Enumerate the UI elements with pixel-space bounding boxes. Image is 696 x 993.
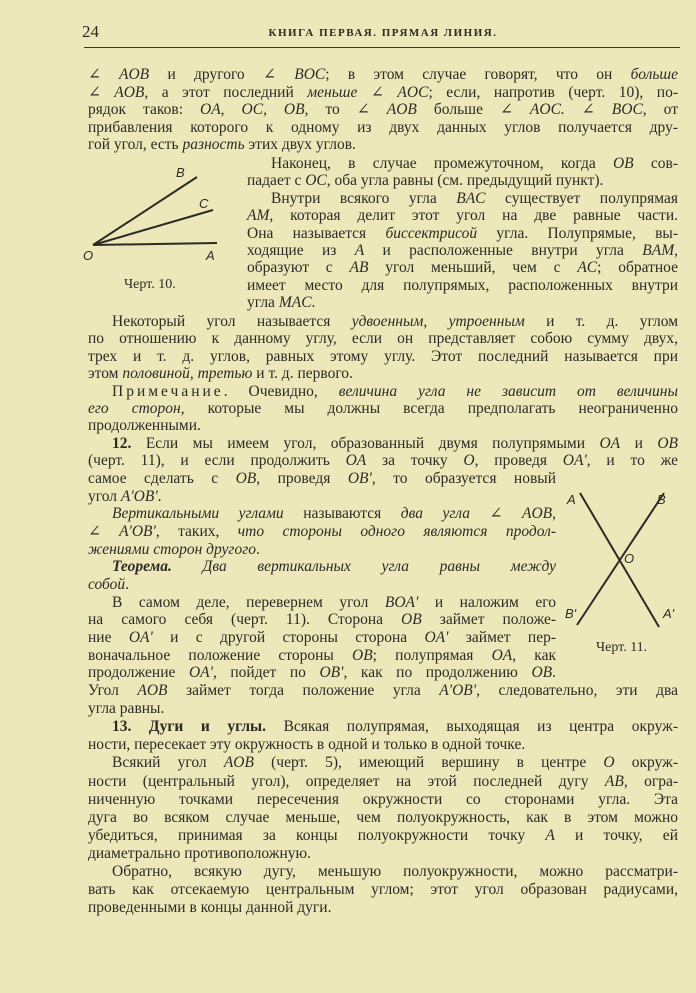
- label-b: B: [176, 165, 185, 180]
- emphasized-text: ∠ AOB: [356, 101, 417, 118]
- emphasized-text: BAM: [642, 242, 675, 259]
- text-run: существует полупрямая: [485, 189, 678, 207]
- text-run: займет положе-: [421, 611, 556, 629]
- text-run: угол меньший, чем с: [368, 259, 578, 277]
- text-run: , и то же: [586, 452, 678, 470]
- text-run: и другого: [149, 66, 263, 83]
- emphasized-text: OC: [305, 172, 327, 190]
- text-run: ; полупрямая: [372, 646, 492, 664]
- text-run: , как по продолжению: [343, 664, 532, 682]
- emphasized-text: ∠ AOC. ∠ BOC: [499, 101, 643, 118]
- emphasized-text: Два вертикальных угла равны между: [202, 558, 556, 576]
- emphasized-text: больше: [630, 66, 678, 83]
- emphasized-text: Теорема.: [112, 558, 172, 576]
- label-a: A: [567, 492, 576, 507]
- emphasized-text: A'OB': [120, 487, 158, 505]
- emphasized-text: третью: [197, 365, 253, 383]
- emphasized-text: ∠ AOB: [88, 66, 150, 83]
- text-run: , огра-: [623, 772, 678, 790]
- text-run: Обратно, всякую дугу, меньшую полуокружности, можно рассматри-: [112, 863, 678, 880]
- emphasized-text: AOB: [223, 754, 254, 772]
- emphasized-text: его сторон: [88, 400, 181, 417]
- emphasized-text: OB: [235, 470, 257, 487]
- text-run: .: [311, 294, 316, 312]
- text-run: , а этот последний: [144, 83, 308, 101]
- emphasized-text: O: [463, 452, 475, 470]
- text-run: и с другой стороны сторона: [152, 628, 425, 646]
- text-run: .: [552, 664, 556, 682]
- text-run: ние: [88, 628, 129, 646]
- emphasized-text: BAC: [456, 189, 486, 207]
- emphasized-text: собой: [88, 575, 126, 593]
- text-run: продолжение: [88, 664, 189, 682]
- emphasized-text: OB: [531, 664, 553, 682]
- text-run: вать как отсекаемую центральным углом; этот угол образован радиусами,: [88, 881, 678, 899]
- emphasized-text: биссектрисой: [385, 224, 478, 242]
- emphasized-text: ∠ AOB: [489, 505, 553, 523]
- text-run: ниченную точками пересечения окружности со сторонами угла. Эта: [88, 790, 678, 808]
- emphasized-text: меньше: [307, 83, 358, 101]
- text-run: угол: [88, 487, 121, 505]
- text-run: , таких,: [155, 522, 238, 540]
- text-run: самое сделать с: [88, 470, 236, 487]
- emphasized-text: 12.: [112, 434, 132, 452]
- text-run: имеет место для полупрямых, расположенных внутри: [247, 276, 678, 294]
- text-run: , то образуется новый: [371, 470, 556, 487]
- text-run: Некоторый угол называется: [112, 313, 352, 330]
- text-run: угла равны.: [88, 700, 165, 718]
- emphasized-text: ∠ AOB: [88, 83, 145, 101]
- label-b-prime: B': [565, 606, 577, 621]
- label-o: O: [624, 551, 635, 566]
- text-run: , проведя: [256, 470, 348, 487]
- text-run: , то: [304, 101, 357, 118]
- text-run: (черт. 5), имеющий вершину в центре: [253, 754, 604, 772]
- text-run: Наконец, в случае промежуточном, когда: [271, 155, 613, 172]
- text-run: ,: [189, 365, 198, 383]
- line-bb1: [577, 493, 664, 625]
- emphasized-text: что стороны одного являются продол-: [237, 522, 557, 540]
- text-run: , пойдет по: [212, 664, 320, 682]
- text-run: ходящие из: [247, 242, 355, 259]
- text-run: ,: [423, 313, 449, 330]
- text-run: сов-: [633, 155, 678, 172]
- text-run: Угол: [88, 682, 138, 699]
- label-o: O: [83, 248, 94, 263]
- emphasized-text: AC: [577, 259, 598, 277]
- text-run: и: [620, 434, 658, 452]
- text-run: , следовательно, эти два: [476, 682, 678, 699]
- emphasized-text: A: [545, 826, 555, 844]
- emphasized-text: OA, OC, OB: [200, 101, 305, 118]
- emphasized-text: жениями сторон другого: [88, 540, 257, 558]
- text-run: Всякий угол: [112, 754, 224, 772]
- text-run: Всякая полупрямая, выходящая из центра окруж-: [266, 718, 678, 736]
- text-run: трех и т. д. углов, равных этому углу. Этот последний называется при: [88, 347, 678, 365]
- emphasized-text: Примечание: [112, 382, 224, 400]
- emphasized-text: ∠ BOC: [262, 66, 326, 83]
- text-run: В самом деле, перевернем угол: [112, 593, 385, 611]
- text-run: воначальное положение стороны: [88, 646, 352, 664]
- emphasized-text: A: [354, 242, 365, 259]
- emphasized-text: OA: [599, 434, 621, 452]
- text-run: (черт. 11), и если продолжить: [88, 452, 346, 470]
- text-run: ,: [674, 242, 678, 259]
- emphasized-text: AOB: [137, 682, 168, 699]
- emphasized-text: OB: [612, 155, 634, 172]
- emphasized-text: 13. Дуги и углы.: [112, 718, 267, 736]
- text-run: больше: [416, 101, 500, 118]
- text-run: образуют с: [247, 259, 350, 277]
- text-run: прибавления которого к одному из двух данных углов получается дру-: [88, 118, 678, 136]
- emphasized-text: MAC: [278, 294, 312, 312]
- emphasized-text: OB: [657, 434, 678, 452]
- emphasized-text: OA': [188, 664, 213, 682]
- emphasized-text: AB: [349, 259, 369, 277]
- text-run: по отношению к данному углу, если он представляет собою сумму двух,: [88, 330, 678, 348]
- emphasized-text: BOA': [384, 593, 419, 611]
- text-run: угла. Полупрямые, вы-: [477, 224, 678, 242]
- text-run: .: [256, 540, 260, 558]
- text-run: , оба угла равны (см. предыдущий пункт).: [326, 172, 604, 190]
- emphasized-text: AM: [247, 207, 270, 225]
- text-run: и расположенные внутри угла: [364, 242, 643, 259]
- label-c: C: [199, 196, 209, 211]
- text-run: .: [125, 575, 130, 593]
- page-number: 24: [82, 22, 99, 41]
- emphasized-text: утроенным: [448, 313, 525, 330]
- emphasized-text: OA': [128, 628, 153, 646]
- figure-10-caption: Черт. 10.: [124, 277, 176, 292]
- emphasized-text: половиной: [122, 365, 190, 383]
- text-run: . Очевидно,: [223, 382, 339, 400]
- text-run: угла: [247, 294, 279, 312]
- emphasized-text: разность: [182, 136, 245, 153]
- emphasized-text: Вертикальными углами: [112, 505, 284, 523]
- text-run: , как: [512, 646, 556, 664]
- emphasized-text: AB: [604, 772, 624, 790]
- emphasized-text: OA': [424, 628, 449, 646]
- text-run: на самого себя (черт. 11). Сторона: [88, 611, 402, 629]
- emphasized-text: величина угла не зависит от величины: [338, 382, 678, 400]
- emphasized-text: OB': [347, 470, 372, 487]
- text-run: , которая делит этот угол на две равные части.: [269, 207, 678, 225]
- emphasized-text: два угла: [400, 505, 470, 523]
- emphasized-text: OB': [319, 664, 344, 682]
- running-title: КНИГА ПЕРВАЯ. ПРЯМАЯ ЛИНИЯ.: [268, 27, 498, 39]
- emphasized-text: OA: [491, 646, 513, 664]
- figure-11-caption: Черт. 11.: [596, 640, 648, 655]
- text-run: этом: [88, 365, 123, 383]
- emphasized-text: ∠ AOC: [370, 83, 429, 101]
- label-a-prime: A': [663, 606, 675, 621]
- emphasized-text: OA': [562, 452, 587, 470]
- text-run: и точку, ей: [554, 826, 678, 844]
- emphasized-text: O: [603, 754, 615, 772]
- text-run: гой угол, есть: [88, 136, 183, 153]
- text-run: ности (центральный угол), определяет на этой последней дугу: [88, 772, 605, 790]
- text-run: этих двух углов.: [244, 136, 356, 153]
- text-run: , проведя: [474, 452, 563, 470]
- emphasized-text: A'OB': [439, 682, 477, 699]
- text-run: займет тогда положение угла: [167, 682, 440, 699]
- text-run: проведенными в концы данной дуги.: [88, 899, 332, 917]
- text-run: ; обратное: [597, 259, 678, 277]
- emphasized-text: OA: [345, 452, 367, 470]
- text-run: и т. д. первого.: [252, 365, 353, 383]
- label-a: A: [206, 248, 215, 263]
- text-run: рядок таков:: [88, 101, 200, 118]
- text-run: падает с: [247, 172, 306, 190]
- text-run: за точку: [366, 452, 464, 470]
- text-run: , от: [642, 101, 678, 118]
- text-run: Если мы имеем угол, образованный двумя полупрямыми: [131, 434, 600, 452]
- emphasized-text: ∠ A'OB': [88, 522, 156, 540]
- text-run: ; в этом случае говорят, что он: [325, 66, 631, 83]
- text-run: называются: [283, 505, 401, 523]
- text-run: окруж-: [614, 754, 678, 772]
- text-run: Внутри всякого угла: [271, 189, 457, 207]
- text-run: убедиться, принимая за концы полуокружности точку: [88, 826, 546, 844]
- label-b: B: [657, 492, 666, 507]
- emphasized-text: удвоенным: [351, 313, 424, 330]
- text-run: диаметрально противоположную.: [88, 844, 311, 862]
- text-run: продолженными.: [88, 417, 201, 435]
- text-run: ,: [552, 505, 557, 523]
- text-run: и наложим его: [418, 593, 556, 611]
- text-run: , которые мы должны всегда предполагать неограниченно: [180, 400, 678, 417]
- text-run: и т. д. углом: [524, 313, 679, 330]
- text-run: .: [157, 487, 162, 505]
- text-run: ; если, напротив (черт. 10), по-: [428, 83, 678, 101]
- text-run: ности, пересекает эту окружность в одной и только в одной точке.: [88, 736, 526, 754]
- text-run: дуга во всяком случае меньше, чем полуокружность, как в этом можно: [88, 808, 678, 826]
- text-run: займет пер-: [448, 628, 556, 646]
- emphasized-text: OB: [352, 646, 373, 664]
- emphasized-text: OB: [401, 611, 422, 629]
- text-run: Она называется: [247, 224, 386, 242]
